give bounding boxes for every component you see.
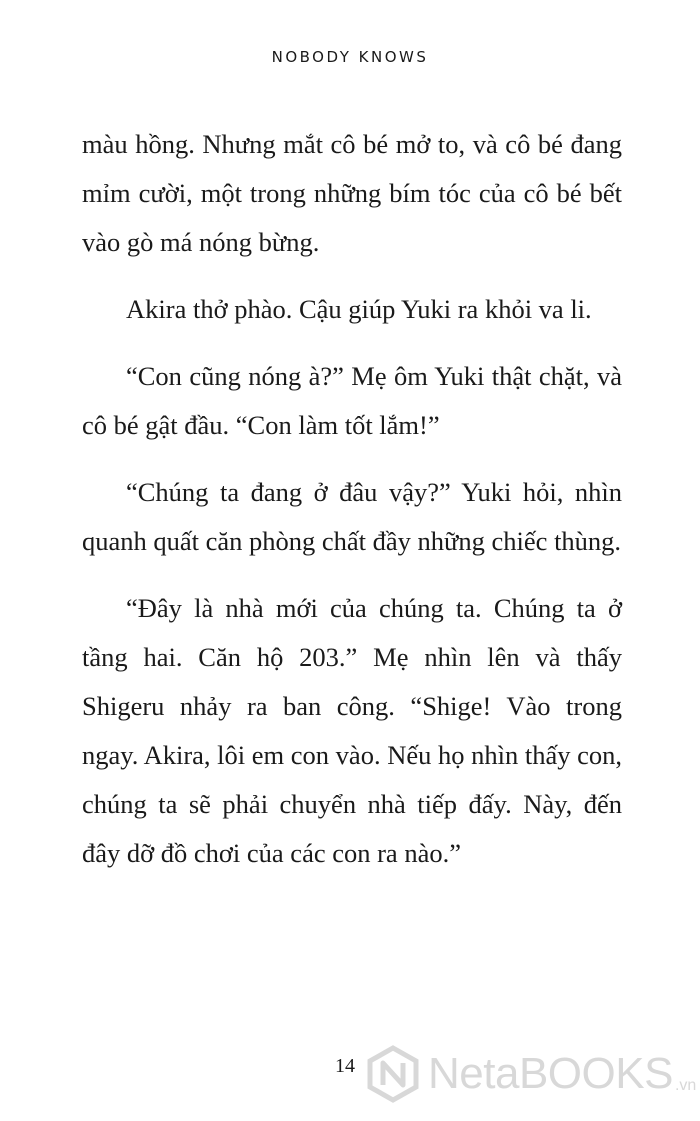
paragraph: Akira thở phào. Cậu giúp Yuki ra khỏi va li. [126, 294, 592, 324]
watermark-text: NetaBOOKS [428, 1049, 673, 1098]
paragraph: “Con cũng nóng à?” Mẹ ôm Yuki thật chặt, và cô bé gật đầu. “Con làm tốt lắm!” [82, 361, 622, 440]
paragraph: màu hồng. Nhưng mắt cô bé mở to, và cô bé đang mỉm cười, một trong những bím tóc của cô bé bết vào gò má nóng bừng. [82, 129, 622, 257]
page-number: 14 [335, 1055, 355, 1077]
paragraph: “Đây là nhà mới của chúng ta. Chúng ta ở tầng hai. Căn hộ 203.” Mẹ nhìn lên và thấy Shigeru nhảy ra ban công. “Shige! Vào trong ngay. Akira, lôi em con vào. Nếu họ nhìn thấy con, chúng ta sẽ phải chuyển nhà tiếp đấy. Này, đến đây dỡ đồ chơi của các con ra nào.” [82, 593, 622, 868]
body-text [82, 120, 622, 896]
running-head: NOBODY KNOWS [271, 48, 429, 66]
watermark-suffix: .vn [674, 1077, 697, 1094]
watermark-logo [366, 1045, 696, 1103]
netabooks-logo-icon [366, 1045, 420, 1103]
paragraph: “Chúng ta đang ở đâu vậy?” Yuki hỏi, nhìn quanh quất căn phòng chất đầy những chiếc thùng. [82, 477, 622, 556]
